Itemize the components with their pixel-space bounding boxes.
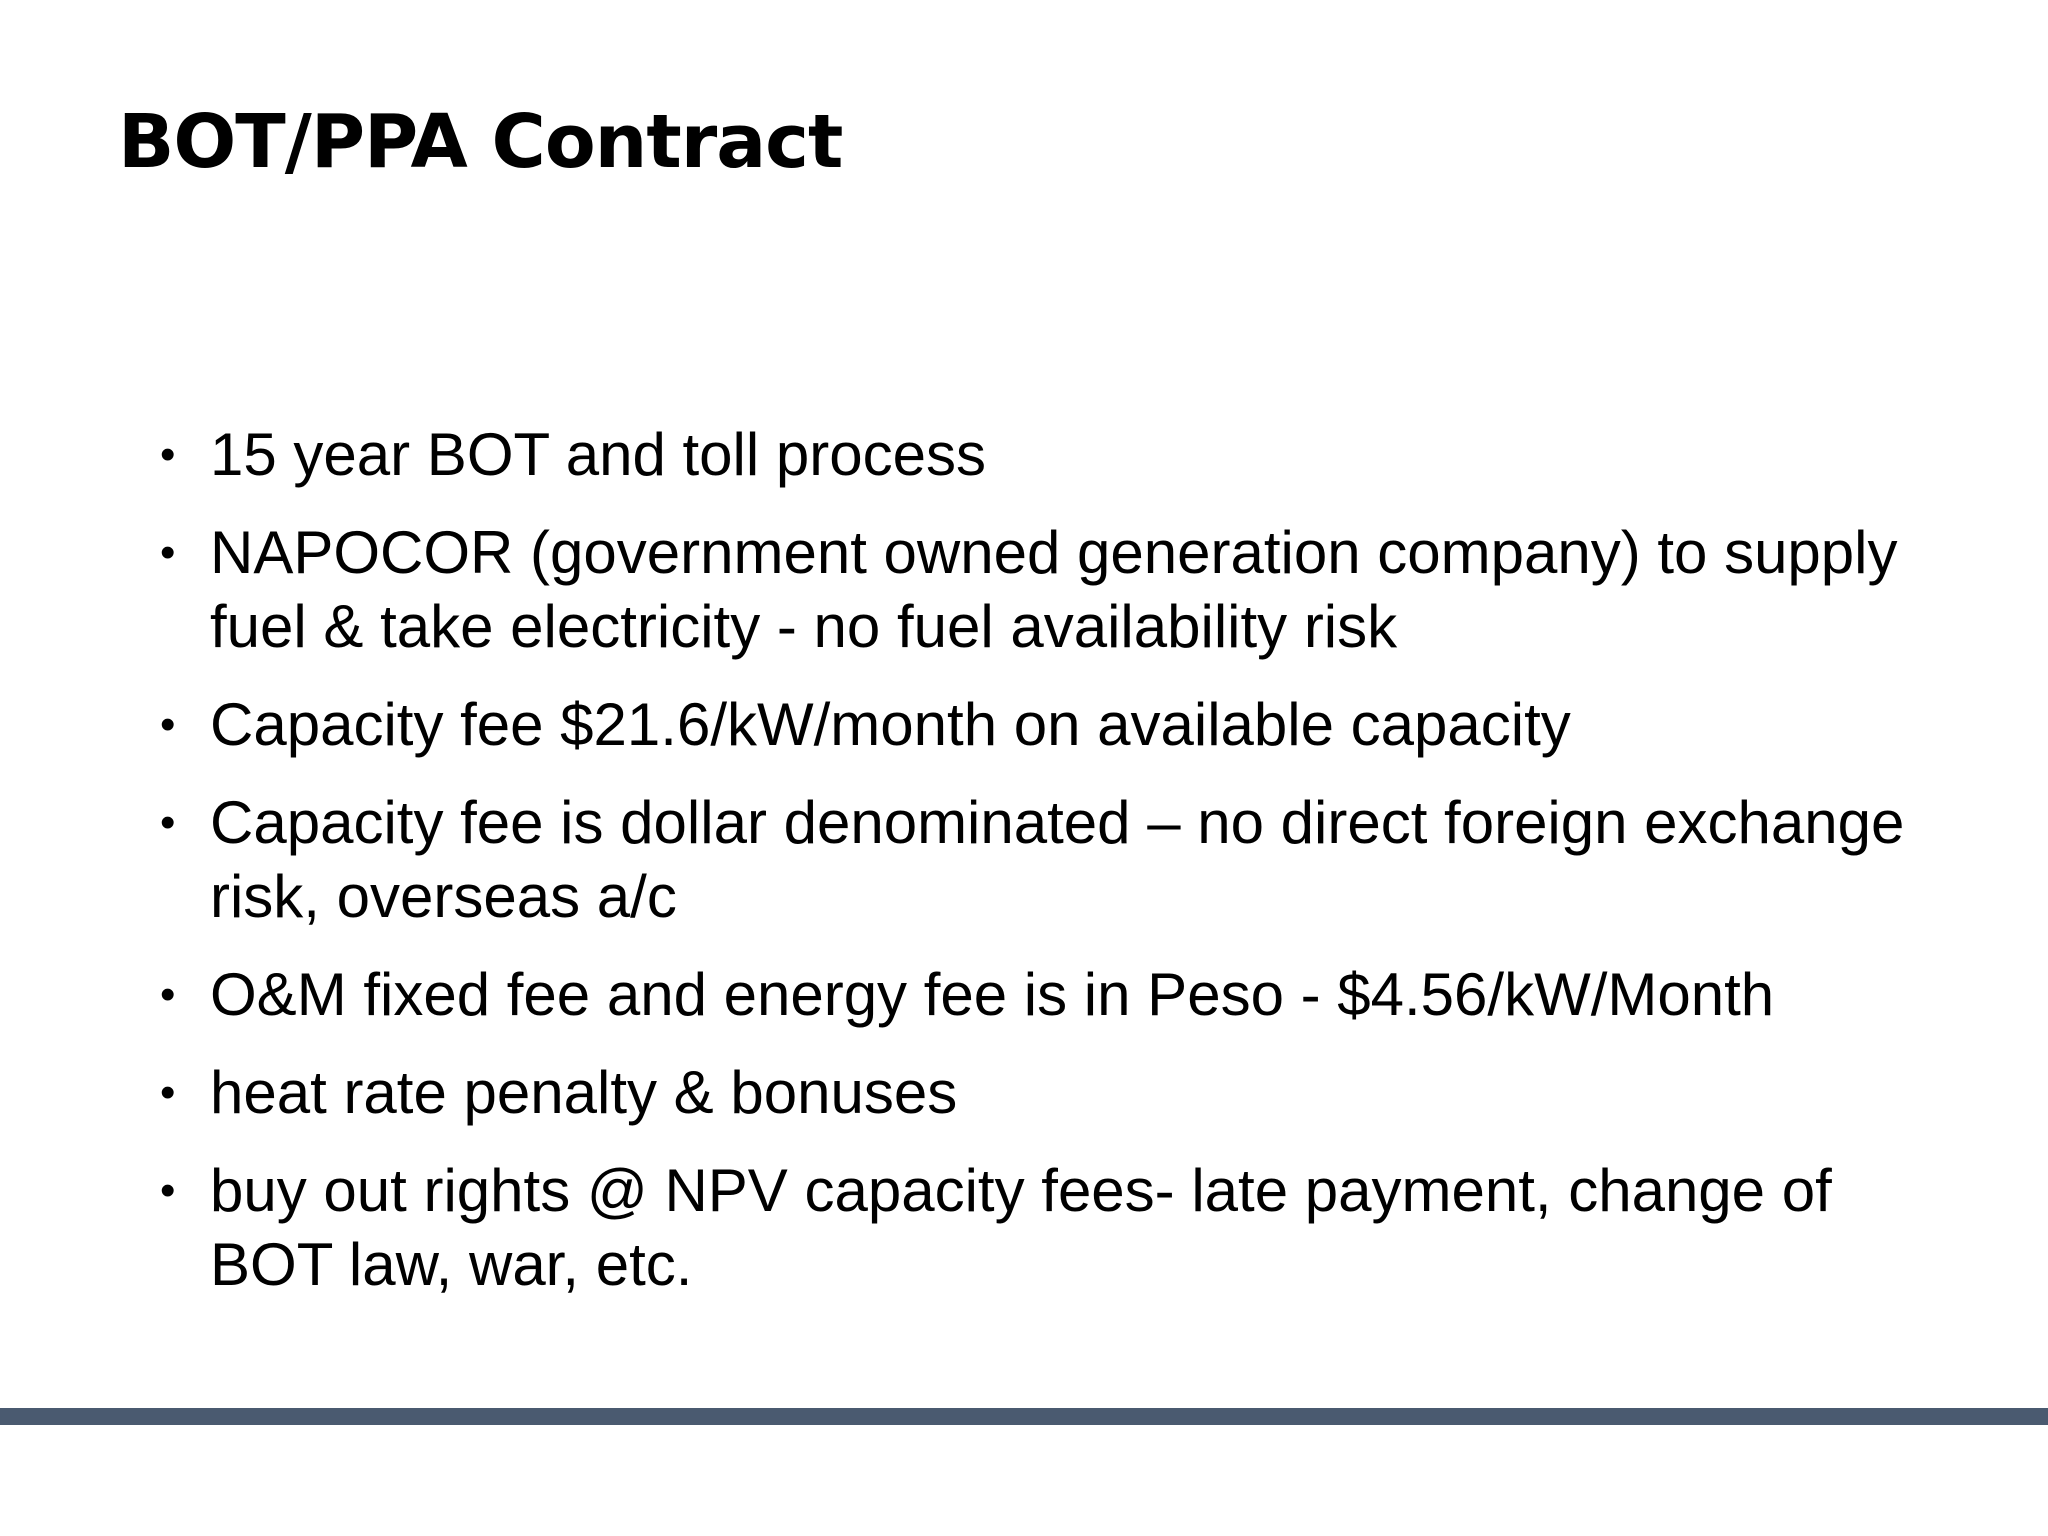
bullet-icon: •: [160, 528, 176, 577]
footer-divider: [0, 1408, 2048, 1425]
bullet-icon: •: [160, 430, 176, 479]
bullet-icon: •: [160, 798, 176, 847]
bullet-text: Capacity fee $21.6/kW/month on available capacity: [210, 691, 1571, 758]
bullet-icon: •: [160, 700, 176, 749]
bullet-item: [160, 418, 1920, 492]
bullet-icon: •: [160, 1068, 176, 1117]
bullet-item: [160, 786, 1920, 934]
bullet-list: [160, 418, 1920, 1326]
bullet-text: heat rate penalty & bonuses: [210, 1059, 958, 1126]
bullet-text: O&M fixed fee and energy fee is in Peso - $4.56/kW/Month: [210, 961, 1775, 1028]
bullet-text: NAPOCOR (government owned generation company) to supply fuel & take electricity - no fuel availability risk: [210, 519, 1898, 660]
bullet-item: [160, 958, 1920, 1032]
bullet-item: [160, 516, 1920, 664]
slide-title: BOT/PPA Contract: [118, 99, 843, 185]
bullet-text: 15 year BOT and toll process: [210, 421, 986, 488]
bullet-item: [160, 688, 1920, 762]
bullet-text: buy out rights @ NPV capacity fees- late payment, change of BOT law, war, etc.: [210, 1157, 1832, 1298]
bullet-icon: •: [160, 1166, 176, 1215]
bullet-item: [160, 1056, 1920, 1130]
bullet-text: Capacity fee is dollar denominated – no direct foreign exchange risk, overseas a/c: [210, 789, 1905, 930]
bullet-item: [160, 1154, 1920, 1302]
bullet-icon: •: [160, 970, 176, 1019]
